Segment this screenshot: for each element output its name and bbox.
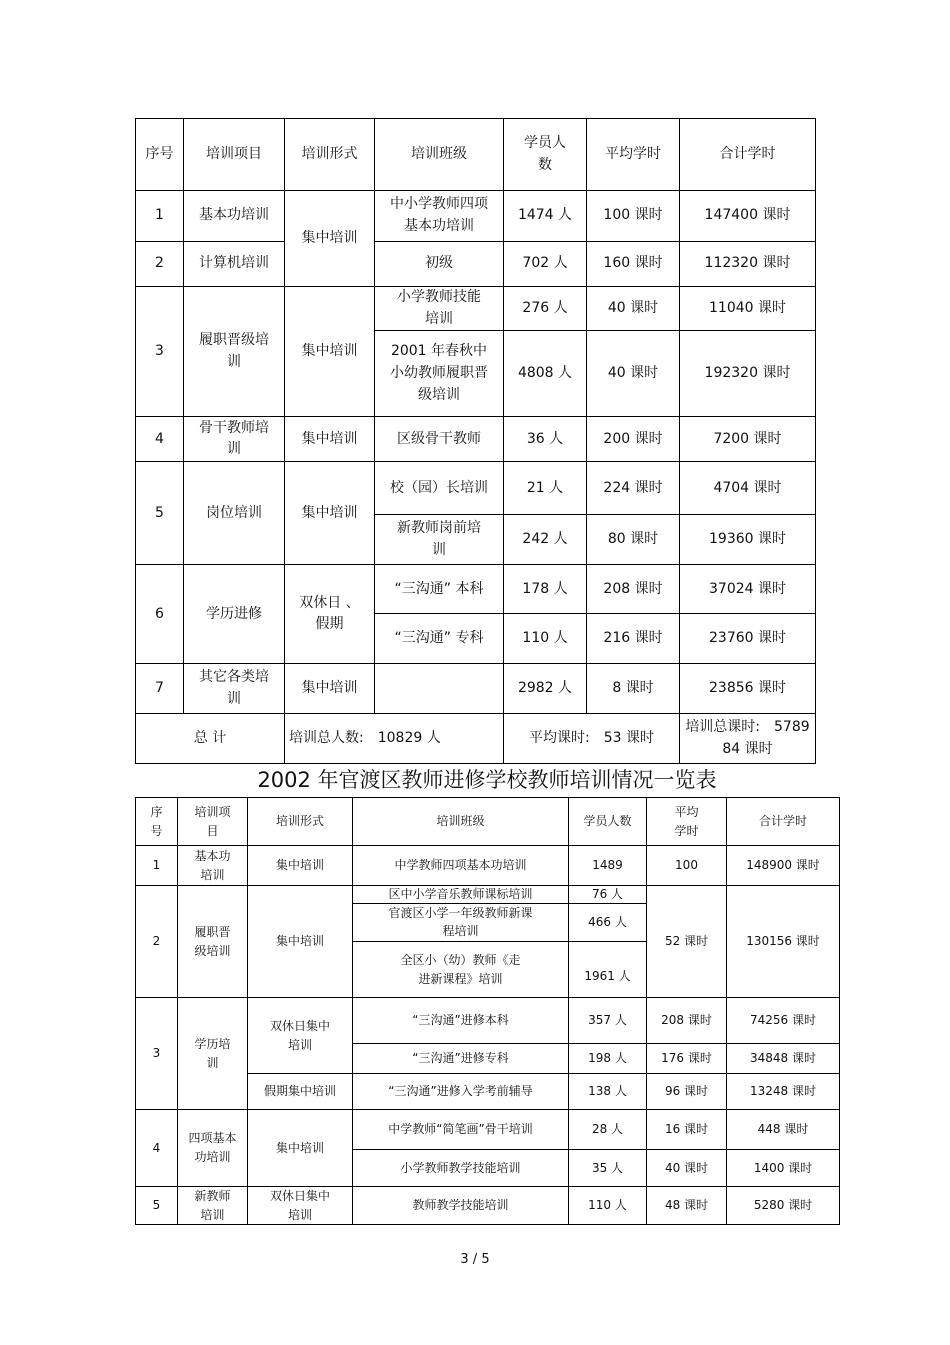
header-cell: 学员人数 [504, 119, 587, 191]
cell-class: 初级 [375, 242, 504, 287]
table-row [136, 287, 816, 331]
cell-people: 357 人 [569, 998, 647, 1044]
cell-total: 23760 课时 [680, 614, 816, 664]
cell-form: 双休日集中培训 [248, 998, 353, 1074]
cell-people: 21 人 [504, 462, 587, 515]
cell-class: 2001 年春秋中小幼教师履职晋级培训 [375, 331, 504, 417]
header-cell: 培训班级 [375, 119, 504, 191]
total-people: 培训总人数: 10829 人 [285, 714, 504, 764]
cell-total: 4704 课时 [680, 462, 816, 515]
cell-people: 110 人 [569, 1187, 647, 1225]
cell-total: 1400 课时 [727, 1150, 840, 1187]
table-row [136, 242, 816, 287]
cell-avg: 8 课时 [587, 664, 680, 714]
cell-item: 其它各类培训 [184, 664, 285, 714]
table-row [136, 998, 840, 1044]
cell-form: 集中培训 [248, 886, 353, 998]
table-header-row [136, 798, 840, 846]
total-avg: 平均课时: 53 课时 [504, 714, 680, 764]
table-row [136, 462, 816, 515]
header-cell: 合计学时 [727, 798, 840, 846]
cell-index: 3 [136, 287, 184, 417]
cell-form: 双休日集中培训 [248, 1187, 353, 1225]
cell-avg: 224 课时 [587, 462, 680, 515]
cell-total: 148900 课时 [727, 846, 840, 886]
cell-form: 集中培训 [285, 287, 375, 417]
cell-people: 2982 人 [504, 664, 587, 714]
header-cell: 平均学时 [647, 798, 727, 846]
cell-people: 1474 人 [504, 191, 587, 242]
cell-total: 147400 课时 [680, 191, 816, 242]
cell-people: 1489 [569, 846, 647, 886]
cell-form: 集中培训 [285, 664, 375, 714]
cell-avg: 100 课时 [587, 191, 680, 242]
cell-people: 110 人 [504, 614, 587, 664]
cell-people: 466 人 [569, 904, 647, 942]
cell-people: 36 人 [504, 417, 587, 462]
cell-total: 34848 课时 [727, 1044, 840, 1074]
cell-item: 基本功培训 [178, 846, 248, 886]
cell-index: 1 [136, 191, 184, 242]
cell-item: 骨干教师培训 [184, 417, 285, 462]
cell-people: 242 人 [504, 515, 587, 565]
cell-index: 2 [136, 886, 178, 998]
cell-total: 448 课时 [727, 1110, 840, 1150]
cell-people: 4808 人 [504, 331, 587, 417]
cell-people: 35 人 [569, 1150, 647, 1187]
cell-item: 学历进修 [184, 565, 285, 664]
cell-index: 1 [136, 846, 178, 886]
cell-avg: 40 课时 [587, 331, 680, 417]
cell-index: 4 [136, 417, 184, 462]
cell-item: 履职晋级培训 [184, 287, 285, 417]
cell-total: 37024 课时 [680, 565, 816, 614]
header-cell: 平均学时 [587, 119, 680, 191]
cell-class: 中小学教师四项基本功培训 [375, 191, 504, 242]
cell-avg: 80 课时 [587, 515, 680, 565]
cell-people: 276 人 [504, 287, 587, 331]
cell-avg: 40 课时 [587, 287, 680, 331]
cell-item: 新教师培训 [178, 1187, 248, 1225]
cell-people: 178 人 [504, 565, 587, 614]
cell-index: 4 [136, 1110, 178, 1187]
cell-index: 5 [136, 462, 184, 565]
cell-class: 新教师岗前培训 [375, 515, 504, 565]
cell-class: “三沟通”进修入学考前辅导 [353, 1074, 569, 1110]
cell-class [375, 664, 504, 714]
cell-class: “三沟通”进修专科 [353, 1044, 569, 1074]
total-sum: 培训总课时: 578984 课时 [680, 714, 816, 764]
cell-class: 教师教学技能培训 [353, 1187, 569, 1225]
table-row [136, 417, 816, 462]
cell-total: 7200 课时 [680, 417, 816, 462]
cell-class: 区级骨干教师 [375, 417, 504, 462]
cell-item: 履职晋级培训 [178, 886, 248, 998]
cell-form: 双休日 、假期 [285, 565, 375, 664]
cell-index: 2 [136, 242, 184, 287]
cell-people: 28 人 [569, 1110, 647, 1150]
cell-class: 全区小（幼）教师《走进新课程》培训 [353, 942, 569, 998]
cell-avg: 16 课时 [647, 1110, 727, 1150]
cell-total: 5280 课时 [727, 1187, 840, 1225]
cell-total: 112320 课时 [680, 242, 816, 287]
cell-people: 702 人 [504, 242, 587, 287]
table-row [136, 664, 816, 714]
header-cell: 培训班级 [353, 798, 569, 846]
header-cell: 序号 [136, 798, 178, 846]
header-cell: 学员人数 [569, 798, 647, 846]
training-table-2002 [135, 797, 840, 1225]
table-row [136, 1187, 840, 1225]
cell-form: 假期集中培训 [248, 1074, 353, 1110]
cell-item: 学历培训 [178, 998, 248, 1110]
cell-index: 6 [136, 565, 184, 664]
cell-form: 集中培训 [285, 191, 375, 287]
cell-class: 中学教师“简笔画”骨干培训 [353, 1110, 569, 1150]
cell-avg: 216 课时 [587, 614, 680, 664]
cell-form: 集中培训 [248, 846, 353, 886]
training-table-2001 [135, 118, 816, 764]
cell-total: 13248 课时 [727, 1074, 840, 1110]
cell-class: “三沟通” 专科 [375, 614, 504, 664]
cell-avg: 96 课时 [647, 1074, 727, 1110]
cell-item: 基本功培训 [184, 191, 285, 242]
cell-total: 74256 课时 [727, 998, 840, 1044]
cell-class: 官渡区小学一年级教师新课程培训 [353, 904, 569, 942]
table-row [136, 191, 816, 242]
cell-class: “三沟通”进修本科 [353, 998, 569, 1044]
cell-avg: 40 课时 [647, 1150, 727, 1187]
header-cell: 合计学时 [680, 119, 816, 191]
cell-avg: 208 课时 [587, 565, 680, 614]
total-label: 总 计 [136, 714, 285, 764]
cell-class: 小学教师教学技能培训 [353, 1150, 569, 1187]
cell-avg: 208 课时 [647, 998, 727, 1044]
table-title: 2002 年官渡区教师进修学校教师培训情况一览表 [257, 768, 717, 792]
cell-class: 区中小学音乐教师课标培训 [353, 886, 569, 904]
cell-total: 11040 课时 [680, 287, 816, 331]
cell-avg: 160 课时 [587, 242, 680, 287]
table-row [136, 565, 816, 614]
cell-people: 198 人 [569, 1044, 647, 1074]
header-cell: 培训项目 [184, 119, 285, 191]
cell-class: “三沟通” 本科 [375, 565, 504, 614]
table-header-row [136, 119, 816, 191]
page-number: 3 / 5 [460, 1252, 490, 1267]
cell-item: 岗位培训 [184, 462, 285, 565]
cell-avg: 176 课时 [647, 1044, 727, 1074]
total-row [136, 714, 816, 764]
cell-people: 1961 人 [569, 942, 647, 998]
cell-people: 138 人 [569, 1074, 647, 1110]
cell-item: 计算机培训 [184, 242, 285, 287]
header-cell: 培训项目 [178, 798, 248, 846]
cell-avg: 200 课时 [587, 417, 680, 462]
cell-form: 集中培训 [285, 417, 375, 462]
cell-total: 19360 课时 [680, 515, 816, 565]
cell-index: 3 [136, 998, 178, 1110]
table-row [136, 1110, 840, 1150]
cell-avg: 48 课时 [647, 1187, 727, 1225]
cell-class: 中学教师四项基本功培训 [353, 846, 569, 886]
cell-form: 集中培训 [248, 1110, 353, 1187]
cell-index: 7 [136, 664, 184, 714]
cell-form: 集中培训 [285, 462, 375, 565]
header-cell: 序号 [136, 119, 184, 191]
table-row [136, 886, 840, 904]
cell-people: 76 人 [569, 886, 647, 904]
cell-total: 192320 课时 [680, 331, 816, 417]
cell-item: 四项基本功培训 [178, 1110, 248, 1187]
cell-class: 小学教师技能培训 [375, 287, 504, 331]
header-cell: 培训形式 [285, 119, 375, 191]
cell-total: 23856 课时 [680, 664, 816, 714]
cell-total: 130156 课时 [727, 886, 840, 998]
table-row [136, 846, 840, 886]
cell-index: 5 [136, 1187, 178, 1225]
cell-class: 校（园）长培训 [375, 462, 504, 515]
cell-avg: 52 课时 [647, 886, 727, 998]
cell-avg: 100 [647, 846, 727, 886]
header-cell: 培训形式 [248, 798, 353, 846]
